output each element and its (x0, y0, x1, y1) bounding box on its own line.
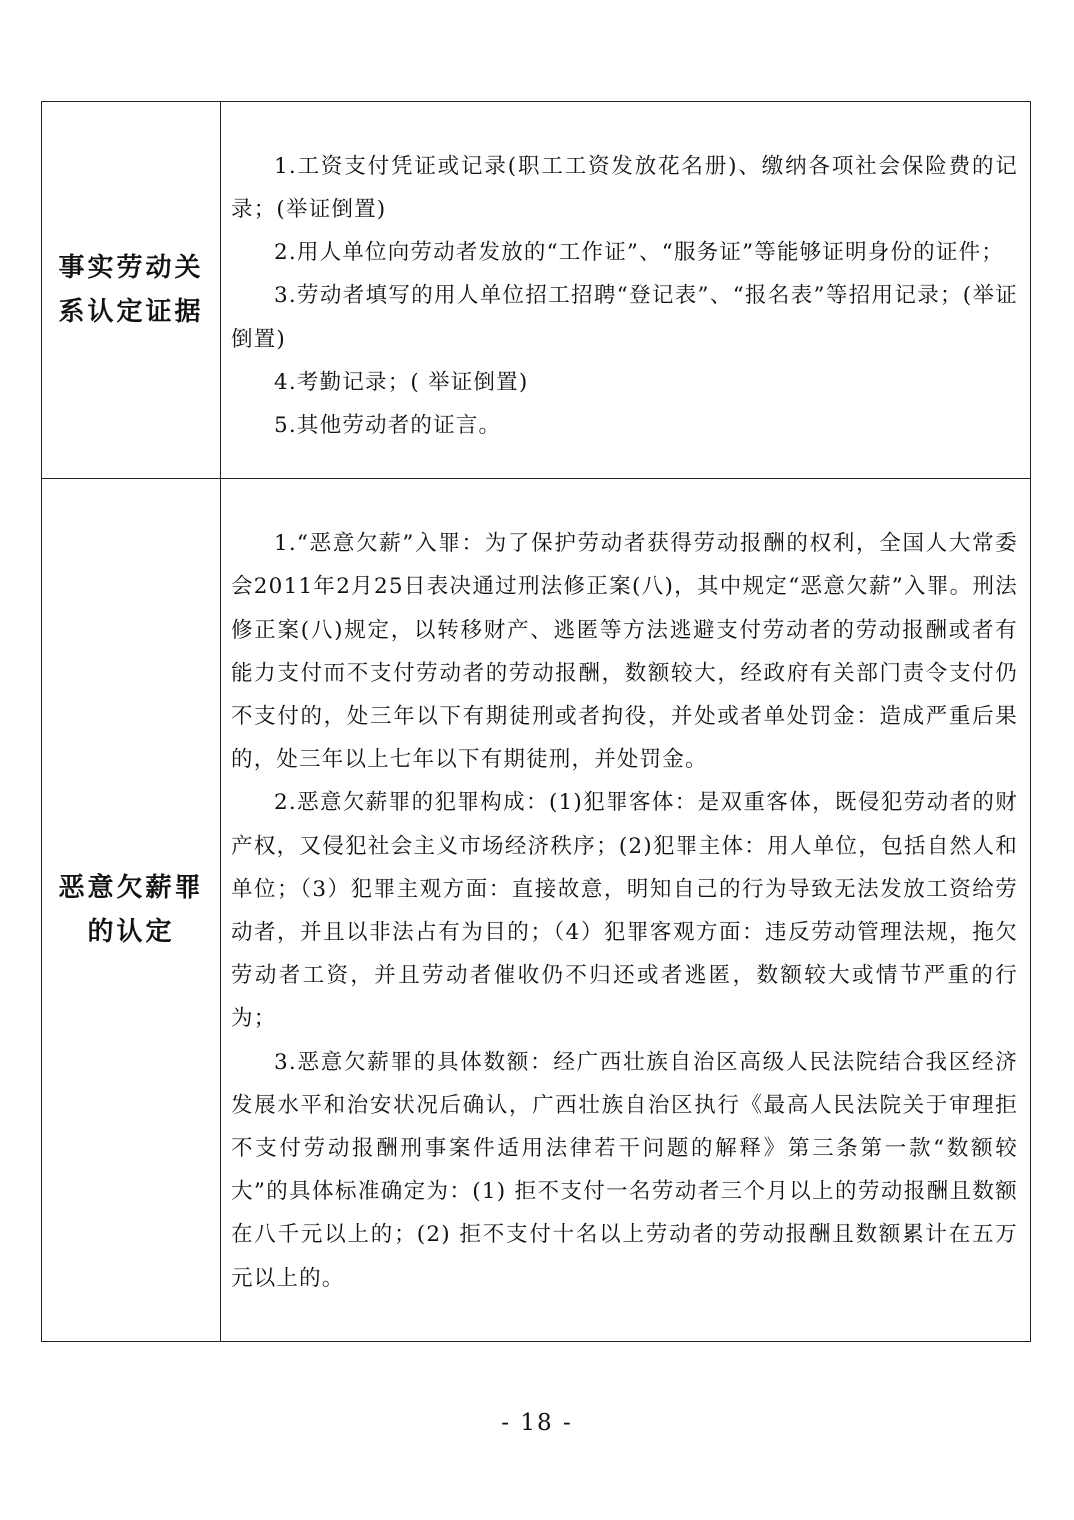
paragraph: 3.劳动者填写的用人单位招工招聘“登记表”、“报名表”等招用记录；(举证倒置) (231, 283, 1018, 352)
paragraph: 4.考勤记录；( 举证倒置) (274, 369, 529, 395)
row-label-line: 的认定 (87, 917, 175, 947)
paragraph: 2.用人单位向劳动者发放的“工作证”、“服务证”等能够证明身份的证件； (274, 240, 1004, 266)
row-label-line: 恶意欠薪罪 (58, 873, 204, 903)
paragraph: 1.工资支付凭证或记录(职工工资发放花名册)、缴纳各项社会保险费的记录；(举证倒置) (231, 153, 1018, 222)
row-label-cell (42, 102, 221, 479)
row-label (56, 866, 206, 954)
row-label-cell (42, 479, 221, 1342)
paragraph: 5.其他劳动者的证言。 (274, 413, 502, 438)
row-label (56, 246, 206, 334)
row-content-cell (221, 479, 1031, 1342)
paragraph: 1.“恶意欠薪”入罪：为了保护劳动者获得劳动报酬的权利，全国人大常委会2011年2月25日表决通过刑法修正案(八)，其中规定“恶意欠薪”入罪。刑法修正案(八)规定，以转移财产、逃匿等方法逃避支付劳动者的劳动报酬或者有能力支付而不支付劳动者的劳动报酬，数额较大，经政府有关部门责令支付仍不支付的，处三年以下有期徒刑或者拘役，并处或者单处罚金：造成严重后果的，处三年以上七年以下有期徒刑，并处罚金。 (231, 531, 1018, 773)
paragraph: 3.恶意欠薪罪的具体数额：经广西壮族自治区高级人民法院结合我区经济发展水平和治安状况后确认，广西壮族自治区执行《最高人民法院关于审理拒不支付劳动报酬刑事案件适用法律若干问题的解释》第三条第一款“数额较大”的具体标准确定为：(1) 拒不支付一名劳动者三个月以上的劳动报酬且数额在八千元以上的；(2) 拒不支付十名以上劳动者的劳动报酬且数额累计在五万元以上的。 (231, 1049, 1018, 1291)
table-row (42, 479, 1031, 1342)
table-row (42, 102, 1031, 479)
row-label-line: 事实劳动关 (58, 253, 204, 283)
document-table (41, 101, 1031, 1342)
paragraph: 2.恶意欠薪罪的犯罪构成：(1)犯罪客体：是双重客体，既侵犯劳动者的财产权，又侵犯社会主义市场经济秩序；(2)犯罪主体：用人单位，包括自然人和单位；（3）犯罪主观方面：直接故意，明知自己的行为导致无法发放工资给劳动者，并且以非法占有为目的；（4）犯罪客观方面：违反劳动管理法规，拖欠劳动者工资，并且劳动者催收仍不归还或者逃匿，数额较大或情节严重的行为； (231, 790, 1018, 1032)
row-content-cell (221, 102, 1031, 479)
page-number: - 18 - (501, 1410, 573, 1436)
row-label-line: 系认定证据 (58, 297, 204, 327)
